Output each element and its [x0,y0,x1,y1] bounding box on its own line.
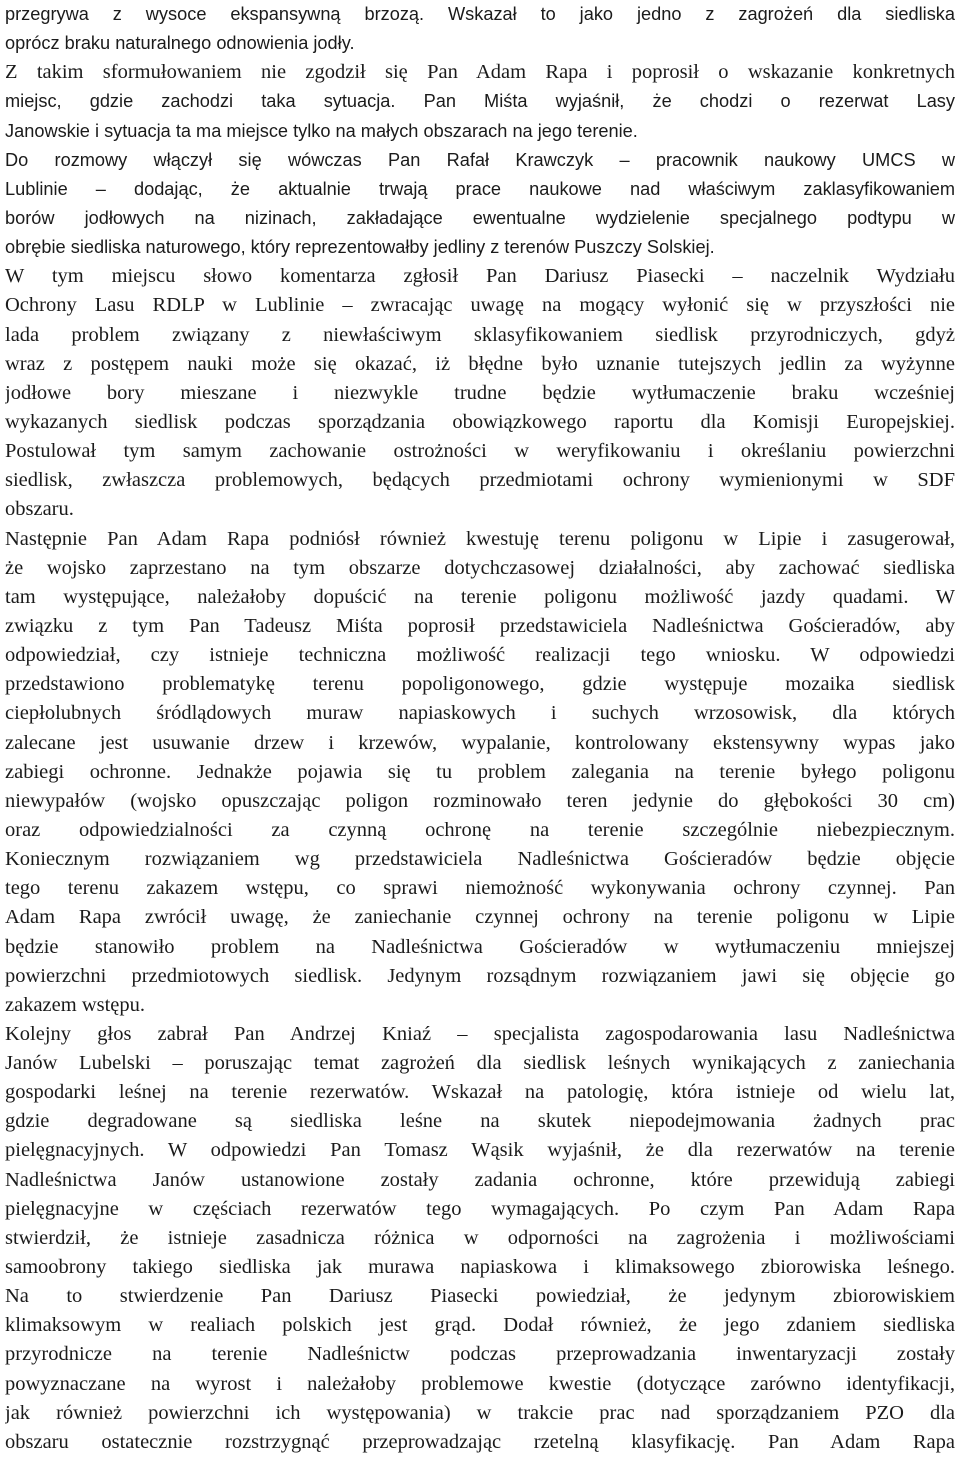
text-line: Kolejny głos zabrał Pan Andrzej Kniaź – specjalista zagospodarowania lasu Nadleśnictwa [5,1022,955,1045]
text-line: będzie stanowiło problem na Nadleśnictwa Gościeradów w wytłumaczeniu mniejszej [5,935,955,958]
text-line: tam występujące, należałoby dopuścić na terenie poligonu możliwość jazdy quadami. W [5,585,955,608]
text-line: ciepłolubnych śródlądowych muraw napiaskowych i suchych wrzosowisk, dla których [5,702,955,725]
text-line: jodłowe bory mieszane i niezwykle trudne będzie wytłumaczenie braku wcześniej [5,381,955,404]
text-line: obszaru. [5,498,74,521]
text-line: gospodarki leśnej na terenie rezerwatów. Wskazał na patologię, która istnieje od wielu lat, [5,1081,955,1104]
text-line: Janowskie i sytuacja ta ma miejsce tylko na małych obszarach na jego terenie. [5,120,638,141]
text-line: W tym miejscu słowo komentarza zgłosił Pan Dariusz Piasecki – naczelnik Wydziału [5,265,955,288]
text-line: że wojsko zaprzestano na tym obszarze dotychczasowej działalności, aby zachować siedliska [5,556,955,579]
text-line: zabiegi ochronne. Jednakże pojawia się tu problem zalegania na terenie byłego poligonu [5,760,955,783]
text-line: Janów Lubelski – poruszając temat zagrożeń dla siedlisk leśnych wynikających z zaniechania [5,1052,955,1075]
text-line: zakazem wstępu. [5,993,146,1016]
text-line: Koniecznym rozwiązaniem wg przedstawiciela Nadleśnictwa Gościeradów będzie objęcie [5,848,955,871]
text-line: pielęgnacyjne w częściach rezerwatów tego wymagających. Po czym Pan Adam Rapa [5,1197,955,1220]
text-line: oprócz braku naturalnego odnowienia jodły. [5,33,355,54]
text-line: siedlisk, zwłaszcza problemowych, będących przedmiotami ochrony wymienionymi w SDF [5,469,955,492]
text-line: powierzchni przedmiotowych siedlisk. Jedynym rozsądnym rozwiązaniem jawi się objęcie go [5,964,955,987]
text-line: jak również powierzchni ich występowania) w trakcie prac nad sporządzaniem PZO dla [5,1401,955,1424]
text-line: odpowiedział, czy istnieje techniczna możliwość realizacji tego wniosku. W odpowiedzi [5,644,955,667]
text-line: tego terenu zakazem wstępu, co sprawi niemożność wykonywania ochrony czynnej. Pan [5,877,955,900]
text-line: przyrodnicze na terenie Nadleśnictw podczas przeprowadzania inwentaryzacji zostały [5,1343,955,1366]
text-line: miejsc, gdzie zachodzi taka sytuacja. Pan Miśta wyjaśnił, że chodzi o rezerwat Lasy [5,91,955,112]
text-line: klimaksowym w realiach polskich jest grąd. Dodał również, że jego zdaniem siedliska [5,1314,955,1337]
text-line: przegrywa z wysoce ekspansywną brzozą. Wskazał to jako jedno z zagrożeń dla siedliska [5,4,955,24]
text-line: Następnie Pan Adam Rapa podniósł również kwestuję terenu poligonu w Lipie i zasugerował, [5,527,955,550]
text-line: lada problem związany z niewłaściwym sklasyfikowaniem siedlisk przyrodniczych, gdyż [5,323,955,346]
text-line: Ochrony Lasu RDLP w Lublinie – zwracając uwagę na mogący wyłonić się w przyszłości nie [5,294,955,317]
text-line: wraz z postępem nauki może się okazać, iż błędne było uznanie tutejszych jedlin za wyżynne [5,352,955,375]
text-line: Z takim sformułowaniem nie zgodził się Pan Adam Rapa i poprosił o wskazanie konkretnych [5,61,955,84]
text-line: gdzie degradowane są siedliska leśne na skutek niepodejmowania żadnych prac [5,1110,955,1133]
text-line: borów jodłowych na nizinach, zakładające ewentualne wydzielenie specjalnego podtypu w [5,207,955,228]
text-line: powyznaczane na wyrost i należałoby problemowe kwestie (dotyczące zarówno identyfikacji, [5,1372,955,1395]
text-line: Na to stwierdzenie Pan Dariusz Piasecki powiedział, że jedynym zbiorowiskiem [5,1285,955,1308]
text-line: samoobrony takiego siedliska jak murawa napiaskowa i klimaksowego zbiorowiska leśnego. [5,1256,955,1279]
text-line: niewypałów (wojsko opuszczając poligon rozminowało teren jedynie do głębokości 30 cm) [5,789,955,812]
text-line: oraz odpowiedzialności za czynną ochronę na terenie szczególnie niebezpiecznym. [5,818,955,841]
text-line: stwierdził, że istnieje zasadnicza różnica w odporności na zagrożenia i możliwościami [5,1226,955,1249]
text-line: Do rozmowy włączył się wówczas Pan Rafał Krawczyk – pracownik naukowy UMCS w [5,149,955,170]
text-line: zalecane jest usuwanie drzew i krzewów, wypalanie, kontrolowany ekstensywny wypas jako [5,731,955,754]
text-line: wykazanych siedlisk podczas sporządzania obowiązkowego raportu dla Komisji Europejskiej. [5,410,955,433]
text-line: Adam Rapa zwrócił uwagę, że zaniechanie czynnej ochrony na terenie poligonu w Lipie [5,906,955,929]
text-line: obrębie siedliska naturowego, który reprezentowałby jedliny z terenów Puszczy Solskiej. [5,237,715,258]
body-text [5,0,955,1457]
text-line: Postulował tym samym zachowanie ostrożności w weryfikowaniu i określaniu powierzchni [5,440,955,463]
text-line: przedstawiono problematykę terenu popoligonowego, gdzie występuje mozaika siedlisk [5,673,955,696]
text-line: Nadleśnictwa Janów ustanowione zostały zadania ochronne, które przewidują zabiegi [5,1168,955,1191]
text-line: obszaru ostatecznie rozstrzygnąć przeprowadzając rzetelną klasyfikację. Pan Adam Rapa [5,1430,955,1453]
text-line: związku z tym Pan Tadeusz Miśta poprosił przedstawiciela Nadleśnictwa Gościeradów, aby [5,614,955,637]
text-line: pielęgnacyjnych. W odpowiedzi Pan Tomasz Wąsik wyjaśnił, że dla rezerwatów na terenie [5,1139,955,1162]
text-line: Lublinie – dodając, że aktualnie trwają prace naukowe nad właściwym zaklasyfikowaniem [5,178,955,199]
